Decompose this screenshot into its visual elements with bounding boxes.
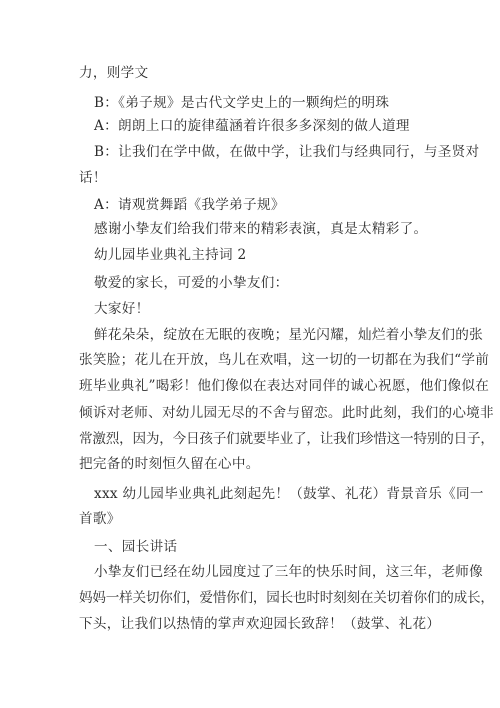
text-line: A：朗朗上口的旋律蕴涵着许很多多深刻的做人道理: [94, 118, 410, 134]
text-line: 张笑脸；花儿在开放，鸟儿在欢唱，这一切的一切都在为我们“学前: [79, 352, 490, 368]
text-line: 力，则学文: [79, 65, 149, 81]
text-line: 小挚友们已经在幼儿园度过了三年的快乐时间，这三年，老师像: [94, 564, 484, 580]
text-line: 倾诉对老师、对幼儿园无尽的不舍与留恋。此时此刻，我们的心境非: [79, 405, 494, 421]
text-line: 妈妈一样关切你们，爱惜你们，园长也时时刻刻在关切着你们的成长，: [79, 590, 494, 606]
text-line: 敬爱的家长，可爱的小挚友们：: [94, 275, 289, 291]
text-line: 话！: [79, 170, 107, 186]
text-line: 班毕业典礼”喝彩！他们像似在表达对同伴的诚心祝愿，他们像似在: [79, 378, 490, 394]
text-line: 鲜花朵朵，绽放在无眠的夜晚；星光闪耀，灿烂着小挚友们的张: [94, 327, 484, 343]
section-heading: 一、园长讲话: [94, 539, 178, 555]
text-line: 首歌》: [79, 511, 121, 527]
text-line: 下头，让我们以热情的掌声欢迎园长致辞！（鼓掌、礼花）: [79, 616, 441, 632]
section-heading: 幼儿园毕业典礼主持词 2: [94, 247, 247, 263]
text-line: 把完备的时刻恒久留在心中。: [79, 456, 260, 472]
text-line: B：《弟子规》是古代文学史上的一颗绚烂的明珠: [94, 95, 390, 111]
text-line: 感谢小挚友们给我们带来的精彩表演，真是太精彩了。: [94, 221, 428, 237]
text-line: A：请观赏舞蹈《我学弟子规》: [94, 197, 285, 213]
text-line: 常激烈，因为，今日孩子们就要毕业了，让我们珍惜这一特别的日子，: [79, 431, 494, 447]
text-line: xxx 幼儿园毕业典礼此刻起先！（鼓掌、礼花）背景音乐《同一: [94, 486, 484, 502]
text-line: B：让我们在学中做，在做中学，让我们与经典同行，与圣贤对: [94, 144, 480, 160]
text-line: 大家好！: [94, 301, 150, 317]
